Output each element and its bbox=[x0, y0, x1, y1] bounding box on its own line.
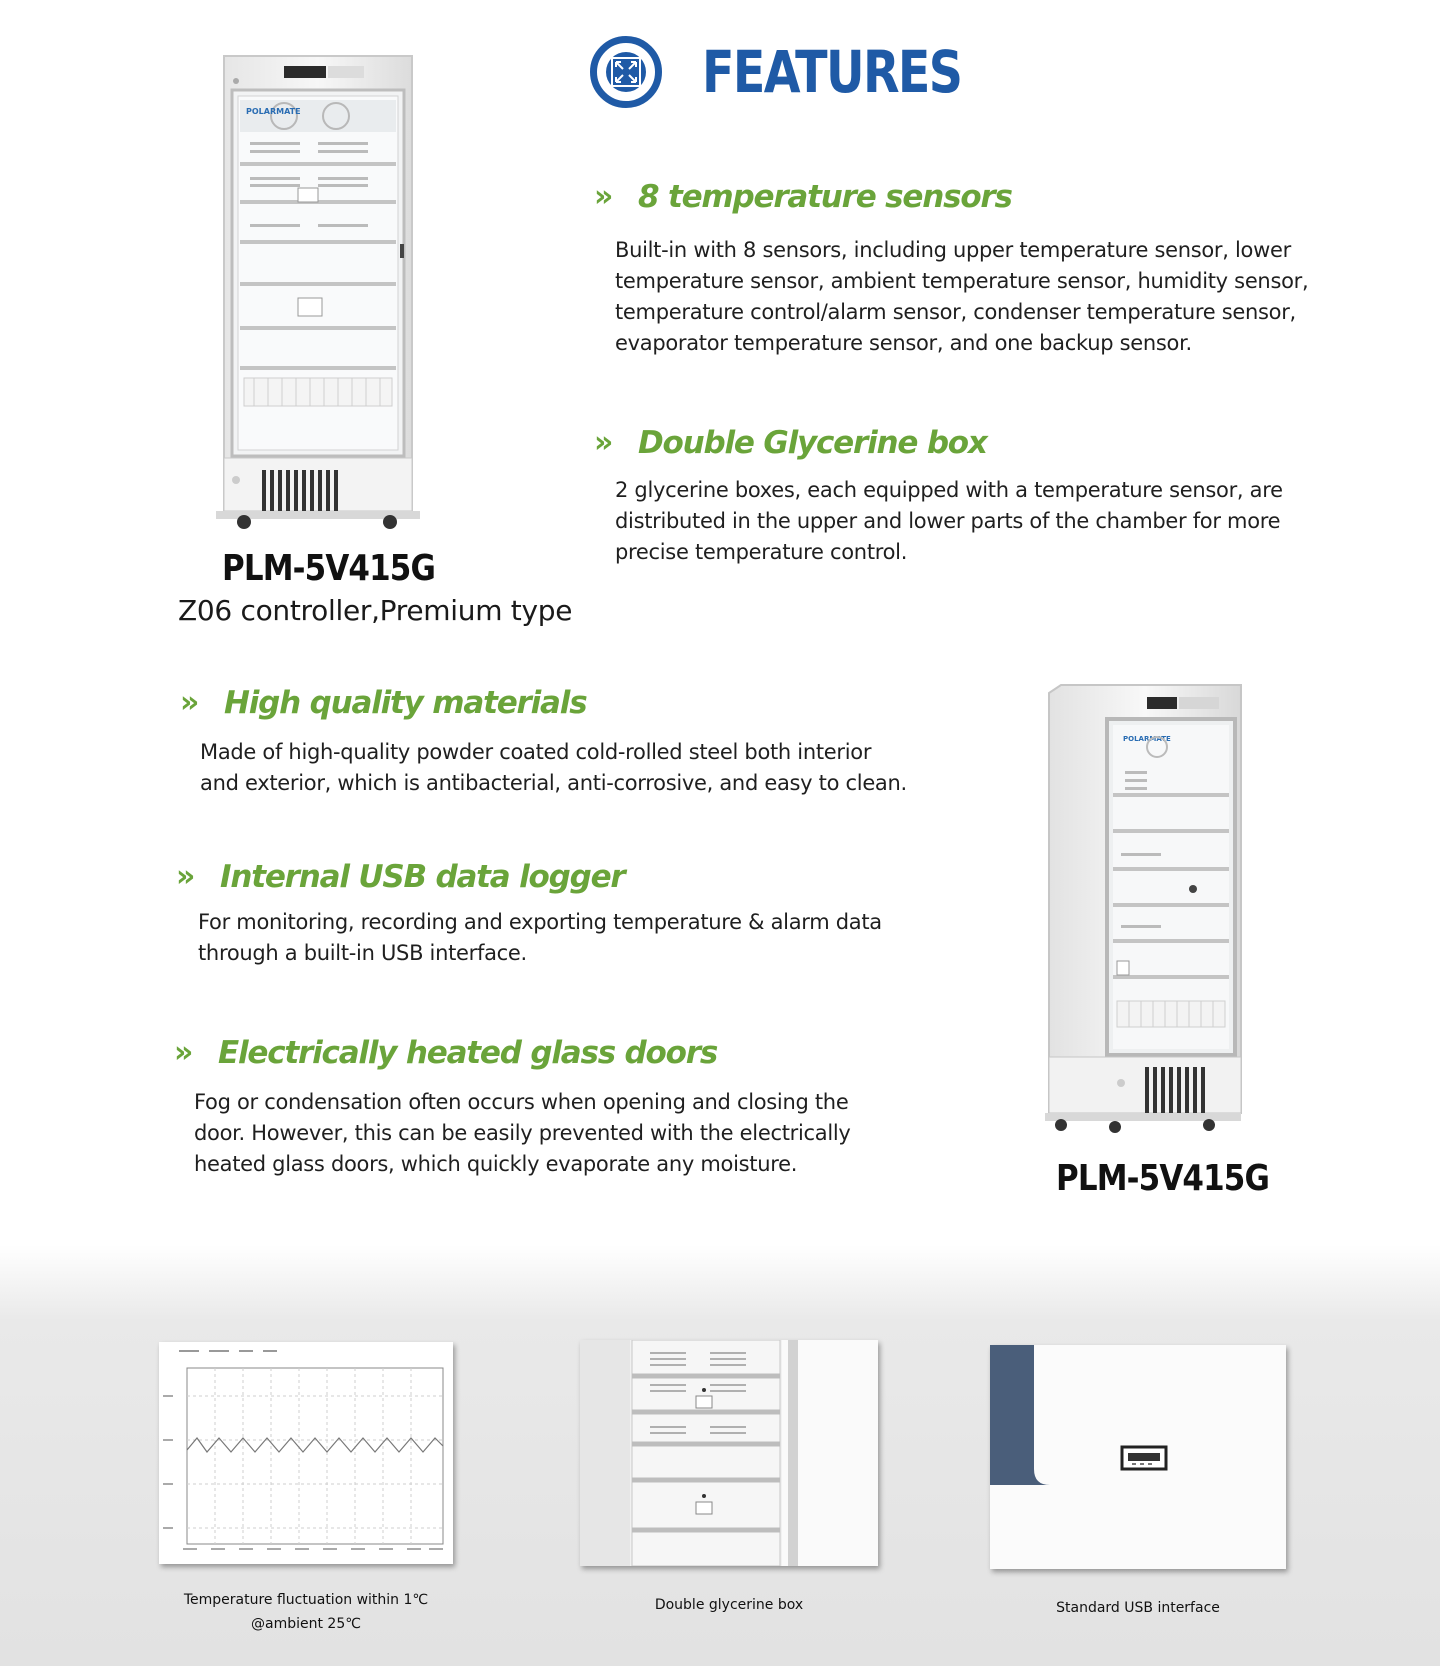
gallery-image-usb-interface bbox=[990, 1345, 1286, 1569]
feature-description: Made of high-quality powder coated cold-rolled steel both interior and exterior, which is antibacterial, anti-corrosive, and easy to clean. bbox=[200, 740, 907, 795]
feature-title: 8 temperature sensors bbox=[638, 179, 1012, 215]
brand-logo-right: POLARMATE bbox=[1123, 735, 1171, 743]
gallery-caption-chart: Temperature fluctuation within 1℃ @ambient 25℃ bbox=[183, 1592, 429, 1632]
feature-description: For monitoring, recording and exporting temperature & alarm data through a built-in USB interface. bbox=[198, 910, 882, 965]
feature-usb-logger bbox=[176, 855, 936, 969]
expand-arrows-icon bbox=[590, 36, 662, 108]
chevron-right-icon: » bbox=[174, 1035, 194, 1070]
product-subtitle-top: Z06 controller,Premium type bbox=[178, 594, 573, 627]
feature-title: Electrically heated glass doors bbox=[218, 1035, 718, 1071]
gallery-image-glycerine-box bbox=[580, 1340, 878, 1566]
product-model-right: PLM-5V415G bbox=[1056, 1158, 1270, 1199]
product-model-top: PLM-5V415G bbox=[222, 548, 436, 589]
gallery-image-temperature-chart bbox=[159, 1342, 453, 1564]
brand-logo-top: POLARMATE bbox=[246, 107, 301, 116]
feature-title: Double Glycerine box bbox=[638, 425, 987, 461]
feature-materials bbox=[180, 681, 940, 799]
gallery-caption-usb: Standard USB interface bbox=[1056, 1600, 1220, 1616]
features-header bbox=[590, 34, 1018, 110]
product-image-right bbox=[1045, 683, 1245, 1140]
gallery-caption-glycerine: Double glycerine box bbox=[654, 1597, 804, 1613]
feature-title: High quality materials bbox=[224, 685, 587, 721]
feature-temperature-sensors bbox=[594, 175, 1314, 359]
chevron-right-icon: » bbox=[176, 859, 196, 894]
page-title: FEATURES bbox=[702, 38, 962, 106]
chevron-right-icon: » bbox=[180, 685, 200, 720]
chevron-right-icon: » bbox=[594, 425, 614, 460]
product-image-top bbox=[210, 52, 430, 539]
chevron-right-icon: » bbox=[594, 179, 614, 214]
feature-description: 2 glycerine boxes, each equipped with a temperature sensor, are distributed in the upper and lower parts of the chamber for more precise temperature control. bbox=[615, 478, 1283, 564]
feature-glycerine-box bbox=[594, 421, 1314, 568]
feature-description: Fog or condensation often occurs when opening and closing the door. However, this can be easily prevented with the electrically heated glass doors, which quickly evaporate any moisture. bbox=[194, 1090, 851, 1176]
feature-description: Built-in with 8 sensors, including upper temperature sensor, lower temperature sensor, ambient temperature sensor, humidity sensor, temperature control/alarm sensor, condenser temperature sensor, evaporator temperature sensor, and one backup sensor. bbox=[615, 238, 1309, 355]
feature-title: Internal USB data logger bbox=[220, 859, 625, 895]
feature-heated-doors bbox=[174, 1031, 934, 1180]
